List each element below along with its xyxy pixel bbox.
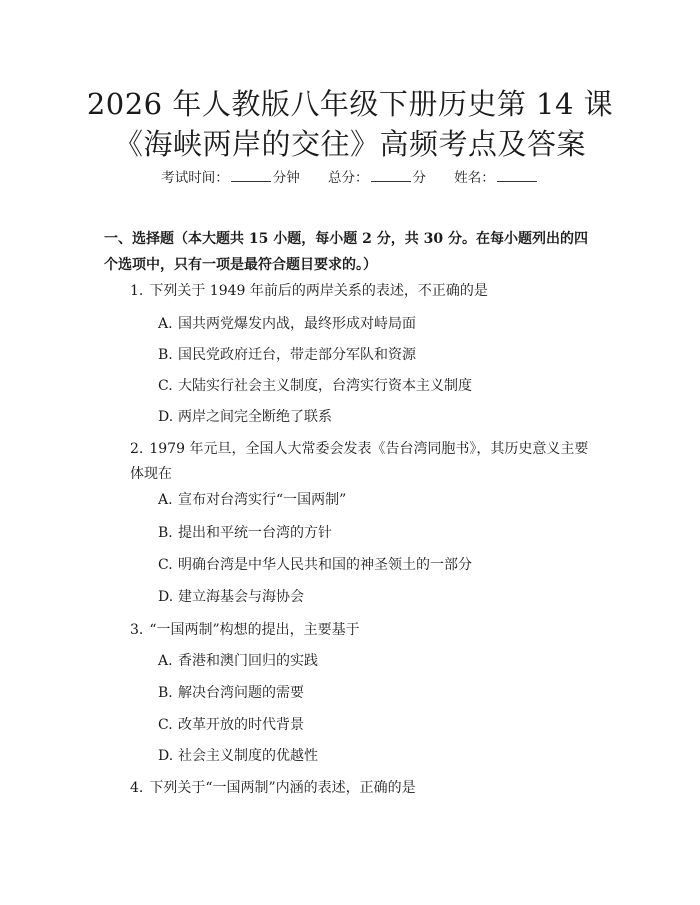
option-letter: B.	[158, 685, 173, 701]
question-number: 1.	[130, 283, 144, 299]
option-letter: A.	[158, 653, 173, 669]
question-2-option-c[interactable]	[158, 555, 600, 575]
option-text: 解决台湾问题的需要	[178, 685, 304, 701]
student-name-blank[interactable]	[497, 168, 537, 182]
option-letter: B.	[158, 525, 173, 541]
option-text: 国民党政府迁台，带走部分军队和资源	[178, 347, 416, 363]
option-letter: A.	[158, 492, 173, 508]
option-letter: D.	[158, 748, 174, 764]
document-title: 2026 年人教版八年级下册历史第 14 课《海峡两岸的交往》高频考点及答案	[86, 87, 614, 161]
question-stem: 1979 年元旦，全国人大常委会发表《告台湾同胞书》，其历史意义主要体现在	[130, 441, 589, 482]
option-text: 两岸之间完全断绝了联系	[178, 409, 332, 425]
question-3	[130, 618, 600, 643]
option-letter: D.	[158, 409, 174, 425]
option-text: 建立海基会与海协会	[178, 589, 304, 605]
question-1-option-b[interactable]	[158, 345, 600, 365]
student-name-label: 姓名：	[454, 170, 495, 186]
option-text: 明确台湾是中华人民共和国的神圣领土的一部分	[178, 557, 472, 573]
question-1-option-c[interactable]	[158, 376, 600, 396]
question-1-option-a[interactable]	[158, 314, 600, 334]
question-stem: 下列关于“一国两制”内涵的表述，正确的是	[149, 780, 416, 796]
question-stem: 下列关于 1949 年前后的两岸关系的表述，不正确的是	[149, 283, 488, 299]
question-number: 4.	[130, 780, 144, 796]
option-letter: A.	[158, 316, 173, 332]
question-2-option-b[interactable]	[158, 523, 600, 543]
exam-time-field	[161, 168, 300, 188]
total-score-unit: 分	[412, 170, 426, 186]
exam-time-label: 考试时间：	[161, 170, 229, 186]
question-3-option-c[interactable]	[158, 715, 600, 735]
exam-time-blank[interactable]	[231, 168, 271, 182]
question-2	[130, 437, 600, 487]
option-text: 提出和平统一台湾的方针	[178, 525, 332, 541]
section-heading: 一、选择题（本大题共 15 小题，每小题 2 分，共 30 分。在每小题列出的四个选项中，只有一项是最符合题目要求的。）	[104, 231, 588, 273]
option-text: 改革开放的时代背景	[178, 717, 304, 733]
option-text: 宣布对台湾实行“一国两制”	[178, 492, 347, 508]
question-3-option-b[interactable]	[158, 683, 600, 703]
total-score-label: 总分：	[328, 170, 369, 186]
exam-info-line	[0, 168, 700, 188]
option-letter: C.	[158, 717, 173, 733]
option-text: 国共两党爆发内战，最终形成对峙局面	[178, 316, 416, 332]
question-3-option-a[interactable]	[158, 651, 600, 671]
student-name-field	[454, 168, 539, 188]
question-3-option-d[interactable]	[158, 746, 600, 766]
question-4	[130, 776, 600, 801]
question-2-option-a[interactable]	[158, 490, 600, 510]
option-letter: B.	[158, 347, 173, 363]
option-letter: C.	[158, 557, 173, 573]
question-2-option-d[interactable]	[158, 587, 600, 607]
question-number: 3.	[130, 622, 144, 638]
question-1	[130, 279, 600, 304]
question-number: 2.	[130, 441, 144, 457]
option-letter: D.	[158, 589, 174, 605]
option-text: 香港和澳门回归的实践	[178, 653, 318, 669]
total-score-blank[interactable]	[371, 168, 411, 182]
question-1-option-d[interactable]	[158, 407, 600, 427]
exam-time-unit: 分钟	[272, 170, 300, 186]
option-text: 社会主义制度的优越性	[178, 748, 318, 764]
option-text: 大陆实行社会主义制度，台湾实行资本主义制度	[178, 378, 472, 394]
total-score-field	[328, 168, 426, 188]
option-letter: C.	[158, 378, 173, 394]
question-stem: “一国两制”构想的提出，主要基于	[149, 622, 360, 638]
